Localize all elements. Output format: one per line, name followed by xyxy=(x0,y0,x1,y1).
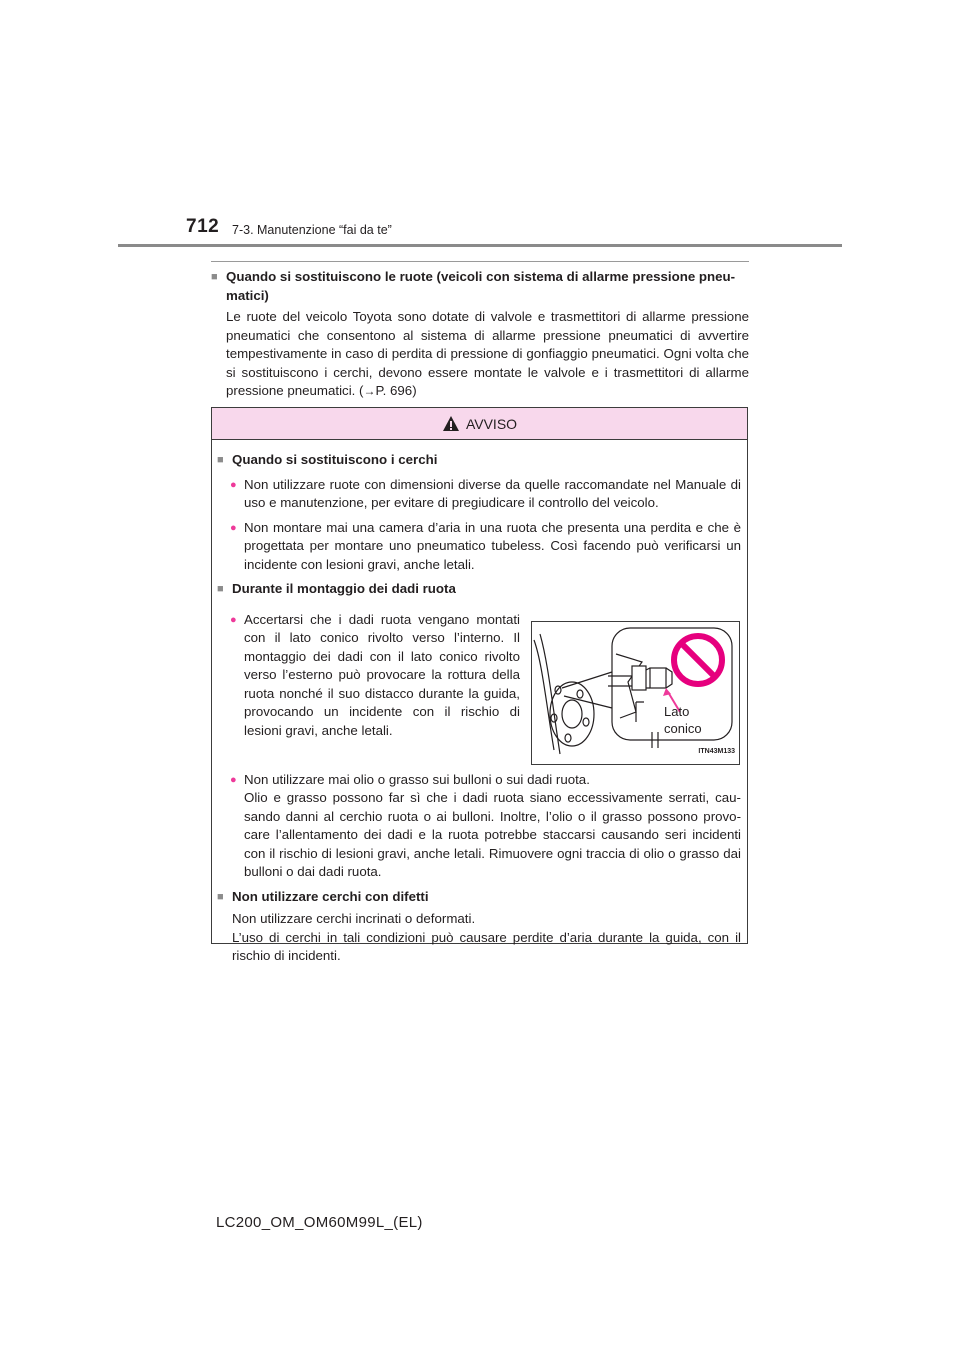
header-rule xyxy=(118,244,842,247)
square-bullet-icon: ■ xyxy=(211,271,218,283)
intro-body: Le ruote del veicolo Toyota sono dotate di valvole e trasmettitori di allarme pressione pneumatici che consentono al sistema di allarme pressione pneumatici di avvertire tempestivamente in caso di perdita di pressione di gonfiaggio pneumatici. Ogni volta che si sostituiscono i cerchi, devono essere montate le valvole e i trasmettitori di allarme pressione pneumatici. ( xyxy=(226,309,749,398)
list-item xyxy=(230,611,520,765)
figure-label xyxy=(664,703,702,737)
section-title: 7-3. Manutenzione “fai da te” xyxy=(232,223,392,237)
label-line: conico xyxy=(664,720,702,736)
list-item xyxy=(230,771,741,882)
section-divider xyxy=(211,261,749,262)
bullet-text: Accertarsi che i dadi ruota vengano montati con il lato conico rivolto verso l’interno. Il montaggio dei dadi con il lato conico rivolto verso l’esterno può provocare la rottura della ruota nonché il suo distacco durante la guida, provocando un incidente con il rischio di lesioni gravi, anche letali. xyxy=(244,611,520,738)
ref-arrow-icon: → xyxy=(363,384,376,398)
warning-title: AVVISO xyxy=(465,415,518,432)
paragraph-line: L’uso di cerchi in tali condizioni può causare perdite d’aria durante la guida, con il rischio di incidenti. xyxy=(232,929,741,963)
warning-box xyxy=(211,407,748,963)
warning-heading-nuts xyxy=(217,580,741,599)
list-item xyxy=(230,519,741,575)
warning-triangle-icon xyxy=(442,415,460,432)
dot-bullet-icon: ● xyxy=(230,773,237,786)
warning-body xyxy=(212,440,747,966)
warning-header xyxy=(212,408,747,440)
dot-bullet-icon: ● xyxy=(230,613,237,626)
page-number: 712 xyxy=(186,216,220,237)
bullet-line: Non utilizzare mai olio o grasso sui bulloni o sui dadi ruota. xyxy=(244,771,590,787)
intro-section xyxy=(211,268,749,401)
bullet-line: Olio e grasso possono far sì che i dadi ruota siano eccessivamente serrati, cau-sando danni al cerchio ruota o ai bulloni. Inoltre, l’olio o il grasso possono provo-care l’allentamento dei dadi e la ruota potrebbe staccarsi causando seri incidenti con il rischio di lesioni gravi, anche letali. Rimuovere ogni traccia di olio o grasso dai bulloni o dai dadi ruota. xyxy=(244,790,741,879)
list-item xyxy=(230,476,741,513)
figure-code: ITN43M133 xyxy=(698,748,735,755)
warning-heading-rims xyxy=(217,451,741,470)
square-bullet-icon: ■ xyxy=(217,583,224,595)
heading-text: Durante il montaggio dei dadi ruota xyxy=(232,581,456,596)
bullet-text: Non utilizzare ruote con dimensioni diverse da quelle raccomandate nel Manuale di uso e manutenzione, per evitare di pregiudicare il controllo del veicolo. xyxy=(244,476,741,510)
footer-code: LC200_OM_OM60M99L_(EL) xyxy=(216,1214,423,1231)
figure-row xyxy=(230,605,741,765)
square-bullet-icon: ■ xyxy=(217,890,224,903)
page-reference-link[interactable]: P. 696) xyxy=(375,383,417,398)
bullet-text: Non montare mai una camera d’aria in una ruota che presenta una perdita e che è progettata per montare uno pneumatico tubeless. Così facendo può verificarsi un incidente con lesioni gravi, anche letali. xyxy=(244,519,741,572)
dot-bullet-icon: ● xyxy=(230,521,237,534)
heading-text: Quando si sostituiscono i cerchi xyxy=(232,452,438,467)
wheel-nut-illustration xyxy=(532,622,737,762)
warning-heading-defects xyxy=(217,888,741,907)
dot-bullet-icon: ● xyxy=(230,478,237,491)
square-bullet-icon: ■ xyxy=(217,454,224,466)
bullet-text xyxy=(244,771,741,882)
intro-paragraph xyxy=(226,308,749,401)
intro-heading-text: Quando si sostituiscono le ruote (veicoli con sistema di allarme pressione pneu-matici) xyxy=(226,269,736,303)
intro-heading xyxy=(211,268,749,305)
wheel-nut-figure xyxy=(531,621,740,765)
defects-paragraph xyxy=(232,910,741,966)
heading-text: Non utilizzare cerchi con difetti xyxy=(232,888,429,904)
paragraph-line: Non utilizzare cerchi incrinati o deformati. xyxy=(232,911,476,926)
label-line: Lato xyxy=(664,703,690,719)
